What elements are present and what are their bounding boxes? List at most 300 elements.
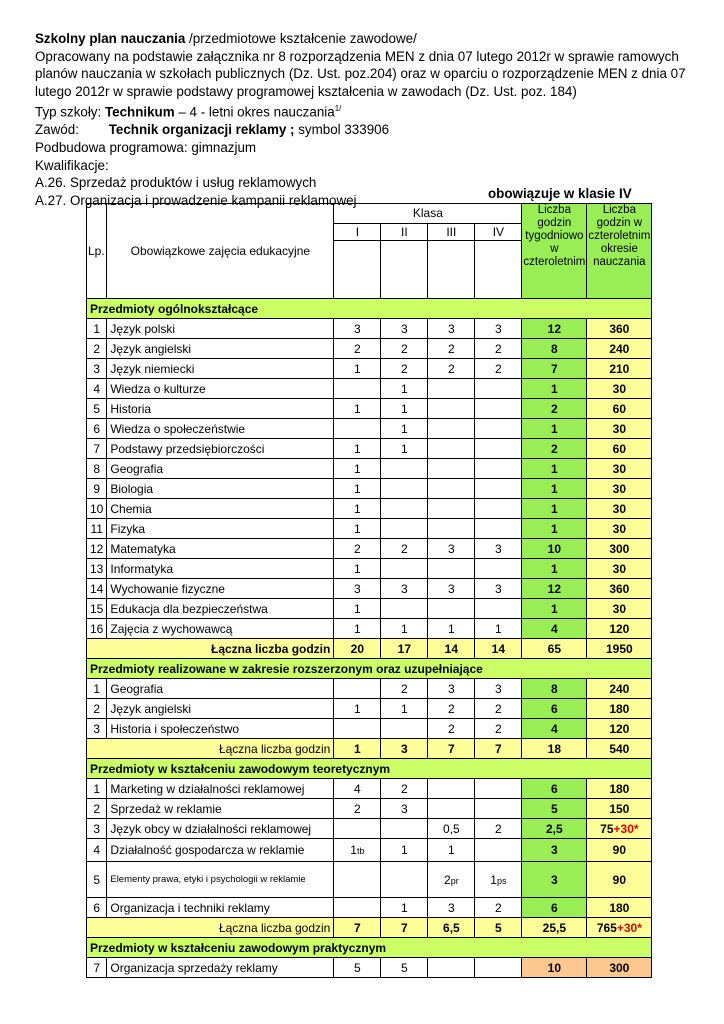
row-weekly: 10 (522, 539, 587, 559)
table-row (87, 599, 652, 619)
row-weekly: 4 (522, 719, 587, 739)
school-type: Typ szkoły: Technikum – 4 - letni okres nauczania$^{1/}$ (35, 104, 342, 120)
row-year-4 (475, 499, 522, 519)
row-lp: 2 (87, 339, 107, 359)
total-hours: 300 (609, 541, 630, 556)
row-year-4 (475, 779, 522, 799)
table-row (87, 439, 652, 459)
row-year-2 (381, 599, 428, 619)
header-weekly: Liczba godzin tygodniowo w czteroletnim (522, 204, 587, 299)
total-hours: 120 (609, 721, 630, 736)
row-year-3 (428, 779, 475, 799)
header-lp: Lp. (87, 204, 107, 299)
row-year-3 (428, 459, 475, 479)
row-year-1 (334, 719, 381, 739)
row-subject: Chemia (107, 499, 334, 519)
row-year-4: 2 (475, 699, 522, 719)
total-year-4: 5 (475, 918, 522, 938)
section-header-row (87, 659, 652, 679)
total-hours: 30 (612, 461, 627, 476)
total-row (87, 918, 652, 938)
row-year-1: 1 (334, 459, 381, 479)
total-hours: 210 (609, 361, 630, 376)
section-header-row (87, 938, 652, 958)
row-weekly: 1 (522, 419, 587, 439)
total-hours: 30 (612, 521, 627, 536)
document-header (35, 30, 695, 209)
row-year-4: 2 (475, 339, 522, 359)
row-subject: Sprzedaż w reklamie (107, 799, 334, 819)
row-lp: 15 (87, 599, 107, 619)
row-weekly: 1 (522, 599, 587, 619)
row-year-1: 1 (334, 359, 381, 379)
row-year-4 (475, 799, 522, 819)
row-lp: 4 (87, 839, 107, 862)
row-total (587, 958, 652, 978)
row-year-1: 1 (334, 559, 381, 579)
total-label: Łączna liczba godzin (87, 639, 334, 659)
row-subject: Matematyka (107, 539, 334, 559)
total-hours: 180 (609, 900, 630, 915)
total-year-4: 7 (475, 739, 522, 759)
total-hours: 90 (612, 872, 627, 887)
row-weekly: 6 (522, 898, 587, 918)
row-lp: 1 (87, 779, 107, 799)
row-year-1: 2 (334, 799, 381, 819)
total-hours: 360 (609, 321, 630, 336)
table-row (87, 862, 652, 898)
row-lp: 2 (87, 799, 107, 819)
basis-line-2: planów nauczania w szkołach publicznych (Dz. Ust. poz.204) oraz w oparciu o rozporządzenie MEN z dnia 07 (35, 66, 686, 82)
row-total (587, 559, 652, 579)
row-year-1: 1 (334, 519, 381, 539)
row-subject: Informatyka (107, 559, 334, 579)
row-year-3: 2 (428, 359, 475, 379)
total-label: Łączna liczba godzin (87, 918, 334, 938)
row-weekly: 5 (522, 799, 587, 819)
row-lp: 16 (87, 619, 107, 639)
row-year-4 (475, 519, 522, 539)
row-year-1: 1 (334, 479, 381, 499)
row-total (587, 479, 652, 499)
basis-line-3: lutego 2012r w sprawie podstawy programowej kształcenia w zawodach (Dz. Ust. poz. 184) (35, 83, 577, 99)
table-row (87, 699, 652, 719)
row-year-2 (381, 479, 428, 499)
section-title: Przedmioty realizowane w zakresie rozszerzonym oraz uzupełniające (87, 659, 652, 679)
row-year-2: 2 (381, 359, 428, 379)
row-total (587, 799, 652, 819)
row-total (587, 319, 652, 339)
row-subject: Geografia (107, 459, 334, 479)
row-year-1: 3 (334, 579, 381, 599)
row-lp: 2 (87, 699, 107, 719)
total-year-3: 6,5 (428, 918, 475, 938)
row-lp: 3 (87, 719, 107, 739)
total-hours: 120 (609, 621, 630, 636)
total-hours-value: 765 (596, 920, 617, 935)
row-lp: 1 (87, 679, 107, 699)
row-total (587, 679, 652, 699)
table-row (87, 819, 652, 839)
total-row (87, 639, 652, 659)
table-row (87, 679, 652, 699)
row-subject: Wiedza o społeczeństwie (107, 419, 334, 439)
header-klasa: Klasa (334, 204, 522, 224)
row-year-1 (334, 419, 381, 439)
total-hours-value: 1950 (606, 641, 633, 656)
row-total (587, 862, 652, 898)
header-total: Liczba godzin w czteroletnim okresie nauczania (587, 204, 652, 299)
row-year-4 (475, 559, 522, 579)
row-year-1: 2 (334, 339, 381, 359)
row-total (587, 519, 652, 539)
row-total (587, 699, 652, 719)
total-year-1: 1 (334, 739, 381, 759)
row-year-1 (334, 379, 381, 399)
row-year-2 (381, 499, 428, 519)
row-subject: Elementy prawa, etyki i psychologii w reklamie (107, 862, 334, 898)
year-hours: 2 (444, 872, 451, 887)
total-hours: 30 (612, 421, 627, 436)
row-lp: 3 (87, 819, 107, 839)
row-total (587, 579, 652, 599)
row-year-3 (428, 399, 475, 419)
row-year-2: 1 (381, 439, 428, 459)
row-year-4 (475, 419, 522, 439)
total-hours: 300 (609, 960, 630, 975)
total-weekly: 18 (522, 739, 587, 759)
row-weekly: 1 (522, 379, 587, 399)
row-year-2: 1 (381, 699, 428, 719)
row-year-2: 3 (381, 799, 428, 819)
row-weekly: 6 (522, 699, 587, 719)
year-hours: 1 (350, 843, 357, 857)
row-lp: 6 (87, 898, 107, 918)
row-year-4 (475, 958, 522, 978)
row-year-2: 1 (381, 419, 428, 439)
row-year-1 (334, 898, 381, 918)
row-year-1: 1 (334, 499, 381, 519)
row-subject: Język niemiecki (107, 359, 334, 379)
row-year-3 (428, 419, 475, 439)
row-year-1: 4 (334, 779, 381, 799)
table-row (87, 958, 652, 978)
header-year-1: I (334, 224, 381, 241)
row-total (587, 439, 652, 459)
total-row (87, 739, 652, 759)
row-year-4: 2 (475, 359, 522, 379)
row-year-1 (334, 862, 381, 898)
row-year-3 (428, 559, 475, 579)
table-row (87, 559, 652, 579)
table-row (87, 539, 652, 559)
row-year-2: 1 (381, 379, 428, 399)
row-subject: Historia i społeczeństwo (107, 719, 334, 739)
year-hours: 1 (490, 872, 497, 887)
row-year-2: 1 (381, 399, 428, 419)
row-year-4: 3 (475, 319, 522, 339)
total-year-2: 17 (381, 639, 428, 659)
row-subject: Biologia (107, 479, 334, 499)
table-row (87, 419, 652, 439)
row-year-2: 2 (381, 679, 428, 699)
row-lp: 7 (87, 958, 107, 978)
table-row (87, 579, 652, 599)
row-lp: 9 (87, 479, 107, 499)
section-title: Przedmioty w kształceniu zawodowym praktycznym (87, 938, 652, 958)
basis-line-1: Opracowany na podstawie załącznika nr 8 rozporządzenia MEN z dnia 07 lutego 2012r w sprawie ramowych (35, 48, 679, 64)
total-hours: 180 (609, 701, 630, 716)
total-hours: 180 (609, 781, 630, 796)
row-lp: 5 (87, 399, 107, 419)
row-year-2: 2 (381, 779, 428, 799)
row-year-3: 0,5 (428, 819, 475, 839)
row-weekly: 8 (522, 679, 587, 699)
qualification-2: A.27. Organizacja i prowadzenie kampanii reklamowej (35, 192, 357, 208)
table-row (87, 319, 652, 339)
row-year-2 (381, 819, 428, 839)
header-year-4: IV (475, 224, 522, 241)
header-year-3: III (428, 224, 475, 241)
row-subject: Fizyka (107, 519, 334, 539)
row-subject: Historia (107, 399, 334, 419)
section-header-row (87, 299, 652, 319)
row-year-1: 1 (334, 439, 381, 459)
row-total (587, 539, 652, 559)
total-hours: 60 (612, 401, 627, 416)
row-subject: Zajęcia z wychowawcą (107, 619, 334, 639)
total-year-2: 3 (381, 739, 428, 759)
row-year-1: 1 (334, 599, 381, 619)
table-row (87, 459, 652, 479)
row-year-3: 3 (428, 679, 475, 699)
row-year-4: 3 (475, 679, 522, 699)
total-year-4: 14 (475, 639, 522, 659)
row-subject: Geografia (107, 679, 334, 699)
row-year-4: 3 (475, 539, 522, 559)
row-total (587, 719, 652, 739)
total-year-1: 7 (334, 918, 381, 938)
row-year-4 (475, 459, 522, 479)
row-year-1 (334, 679, 381, 699)
total-hours: 240 (609, 681, 630, 696)
row-weekly: 2 (522, 439, 587, 459)
year-hours-note: pr (450, 875, 459, 886)
table-row (87, 799, 652, 819)
row-year-1: 1 (334, 699, 381, 719)
row-subject: Wychowanie fizyczne (107, 579, 334, 599)
total-hours-sum (587, 918, 652, 938)
row-weekly: 8 (522, 339, 587, 359)
row-year-3: 2 (428, 719, 475, 739)
row-year-2 (381, 719, 428, 739)
row-total (587, 599, 652, 619)
row-year-4: 2 (475, 819, 522, 839)
row-total (587, 459, 652, 479)
row-year-4: 2 (475, 719, 522, 739)
header-year-2: II (381, 224, 428, 241)
row-year-4 (475, 599, 522, 619)
row-total (587, 819, 652, 839)
row-year-3: 3 (428, 898, 475, 918)
row-year-3 (428, 519, 475, 539)
row-year-3: 1 (428, 619, 475, 639)
row-subject: Język angielski (107, 699, 334, 719)
row-subject: Język polski (107, 319, 334, 339)
total-year-1: 20 (334, 639, 381, 659)
row-total (587, 359, 652, 379)
row-year-2: 1 (381, 839, 428, 862)
row-lp: 8 (87, 459, 107, 479)
row-weekly: 4 (522, 619, 587, 639)
row-year-2 (381, 459, 428, 479)
table-row (87, 719, 652, 739)
table-row (87, 339, 652, 359)
row-year-2: 5 (381, 958, 428, 978)
table-row (87, 379, 652, 399)
row-subject: Podstawy przedsiębiorczości (107, 439, 334, 459)
row-lp: 13 (87, 559, 107, 579)
row-year-2: 1 (381, 898, 428, 918)
total-year-2: 7 (381, 918, 428, 938)
row-year-4 (475, 479, 522, 499)
row-year-1 (334, 819, 381, 839)
row-year-3 (428, 479, 475, 499)
table-row (87, 399, 652, 419)
table-row (87, 898, 652, 918)
row-lp: 12 (87, 539, 107, 559)
row-weekly: 1 (522, 479, 587, 499)
row-year-3 (428, 958, 475, 978)
row-year-4 (475, 379, 522, 399)
row-subject: Język obcy w działalności reklamowej (107, 819, 334, 839)
total-hours: 90 (612, 843, 627, 857)
table-row (87, 619, 652, 639)
row-year-3 (428, 599, 475, 619)
table-row (87, 519, 652, 539)
row-lp: 7 (87, 439, 107, 459)
row-year-2: 2 (381, 539, 428, 559)
valid-in-class: obowiązuje w klasie IV (488, 186, 632, 201)
row-year-2 (381, 862, 428, 898)
row-weekly: 1 (522, 459, 587, 479)
total-hours: 75 (600, 821, 614, 836)
row-year-3: 3 (428, 539, 475, 559)
qualifications-label: Kwalifikacje: (35, 157, 109, 173)
row-year-3 (428, 379, 475, 399)
total-year-3: 7 (428, 739, 475, 759)
row-year-3 (428, 499, 475, 519)
row-year-2: 3 (381, 319, 428, 339)
row-year-4: 3 (475, 579, 522, 599)
row-weekly: 7 (522, 359, 587, 379)
row-year-1: 2 (334, 539, 381, 559)
row-year-1: 3 (334, 319, 381, 339)
row-lp: 11 (87, 519, 107, 539)
section-title: Przedmioty ogólnokształcące (87, 299, 652, 319)
row-year-4 (475, 439, 522, 459)
row-year-2: 1 (381, 619, 428, 639)
total-hours: 30 (612, 481, 627, 496)
header-subject: Obowiązkowe zajęcia edukacyjne (107, 204, 334, 299)
section-title: Przedmioty w kształceniu zawodowym teoretycznym (87, 759, 652, 779)
total-year-3: 14 (428, 639, 475, 659)
total-hours: 60 (612, 441, 627, 456)
row-year-1: 1 (334, 619, 381, 639)
row-year-1: 1 (334, 399, 381, 419)
row-year-2 (381, 559, 428, 579)
row-year-3: 3 (428, 319, 475, 339)
row-lp: 4 (87, 379, 107, 399)
row-total (587, 379, 652, 399)
row-year-4 (475, 839, 522, 862)
total-hours: 30 (612, 601, 627, 616)
table-row (87, 359, 652, 379)
row-subject: Marketing w działalności reklamowej (107, 779, 334, 799)
row-year-3: 2 (428, 339, 475, 359)
total-hours: 30 (612, 381, 627, 396)
year-hours-note: tb (356, 846, 365, 856)
row-weekly: 12 (522, 579, 587, 599)
row-weekly: 12 (522, 319, 587, 339)
row-year-3 (428, 862, 475, 898)
qualification-1: A.26. Sprzedaż produktów i usług reklamowych (35, 175, 317, 191)
total-label: Łączna liczba godzin (87, 739, 334, 759)
total-hours: 240 (609, 341, 630, 356)
row-year-3 (428, 799, 475, 819)
table-row (87, 479, 652, 499)
section-header-row (87, 759, 652, 779)
document-title: Szkolny plan nauczania /przedmiotowe kształcenie zawodowe/ (35, 31, 417, 46)
row-subject: Edukacja dla bezpieczeństwa (107, 599, 334, 619)
row-year-4 (475, 399, 522, 419)
row-lp: 1 (87, 319, 107, 339)
row-weekly: 3 (522, 839, 587, 862)
row-weekly: 3 (522, 862, 587, 898)
row-lp: 5 (87, 862, 107, 898)
row-year-2: 2 (381, 339, 428, 359)
row-lp: 10 (87, 499, 107, 519)
row-weekly: 1 (522, 519, 587, 539)
row-weekly: 2,5 (522, 819, 587, 839)
profession: Zawód: Technik organizacji reklamy ; symbol 333906 (35, 122, 390, 138)
row-year-3: 3 (428, 579, 475, 599)
row-subject: Język angielski (107, 339, 334, 359)
row-total (587, 619, 652, 639)
total-weekly: 25,5 (522, 918, 587, 938)
total-hours-sum (587, 739, 652, 759)
row-total (587, 839, 652, 862)
total-hours: 30 (612, 561, 627, 576)
row-subject: Działalność gospodarcza w reklamie (107, 839, 334, 862)
row-total (587, 898, 652, 918)
row-year-3 (428, 439, 475, 459)
year-hours-note: ps (496, 875, 507, 886)
row-subject: Wiedza o kulturze (107, 379, 334, 399)
row-year-1 (334, 839, 381, 862)
curriculum-table (86, 203, 652, 978)
row-weekly: 1 (522, 559, 587, 579)
table-row (87, 839, 652, 862)
row-year-4 (475, 862, 522, 898)
row-year-2: 3 (381, 579, 428, 599)
row-year-3: 2 (428, 699, 475, 719)
total-extra: +30* (613, 821, 639, 836)
row-weekly: 6 (522, 779, 587, 799)
row-total (587, 499, 652, 519)
total-extra: +30* (616, 920, 642, 935)
total-weekly: 65 (522, 639, 587, 659)
